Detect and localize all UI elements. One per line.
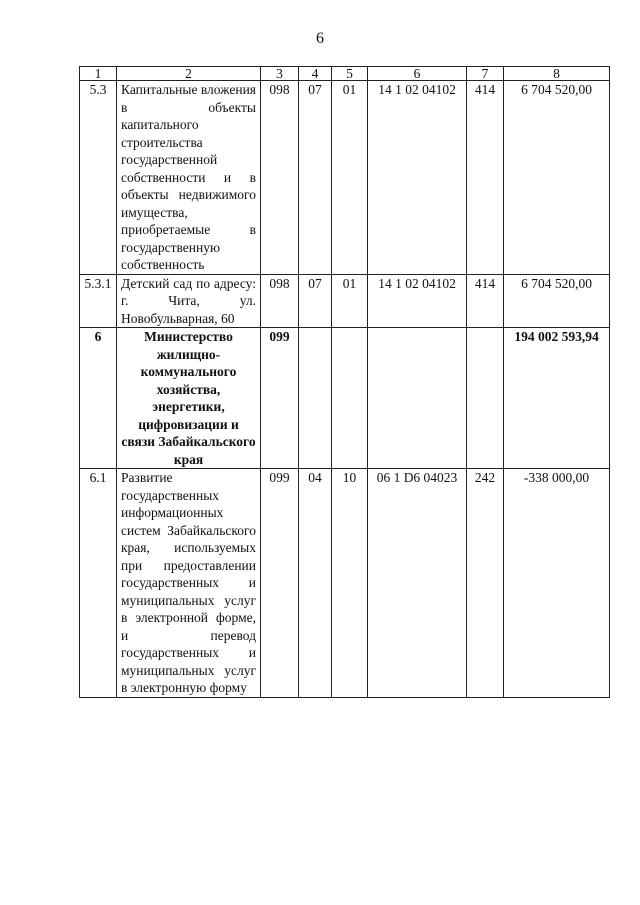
column-number: 6 bbox=[368, 67, 467, 81]
row-name: Детский сад по адресу: г. Чита, ул. Новобульварная, 60 bbox=[117, 274, 261, 328]
row-number: 6 bbox=[80, 328, 117, 469]
section-code: 07 bbox=[299, 274, 332, 328]
ministry-code: 099 bbox=[261, 469, 299, 698]
row-name: Капитальные вложения в объекты капитального строительства государственной собственности и в объекты недвижимого имущества, приобретаемые в государственную собственность bbox=[117, 81, 261, 275]
expense-type-code: 414 bbox=[467, 274, 504, 328]
table-row bbox=[80, 274, 610, 328]
budget-table bbox=[79, 66, 610, 698]
amount: -338 000,00 bbox=[504, 469, 610, 698]
page-number: 6 bbox=[316, 30, 324, 47]
row-number: 6.1 bbox=[80, 469, 117, 698]
column-number: 7 bbox=[467, 67, 504, 81]
target-article-code bbox=[368, 328, 467, 469]
row-number: 5.3 bbox=[80, 81, 117, 275]
amount: 194 002 593,94 bbox=[504, 328, 610, 469]
target-article-code: 06 1 D6 04023 bbox=[368, 469, 467, 698]
expense-type-code: 414 bbox=[467, 81, 504, 275]
section-code: 04 bbox=[299, 469, 332, 698]
column-number: 2 bbox=[117, 67, 261, 81]
subsection-code: 01 bbox=[332, 274, 368, 328]
column-number: 1 bbox=[80, 67, 117, 81]
column-number: 4 bbox=[299, 67, 332, 81]
subsection-code: 01 bbox=[332, 81, 368, 275]
expense-type-code bbox=[467, 328, 504, 469]
column-number: 3 bbox=[261, 67, 299, 81]
table-row bbox=[80, 469, 610, 698]
section-code: 07 bbox=[299, 81, 332, 275]
section-code bbox=[299, 328, 332, 469]
target-article-code: 14 1 02 04102 bbox=[368, 81, 467, 275]
ministry-code: 098 bbox=[261, 274, 299, 328]
ministry-code: 099 bbox=[261, 328, 299, 469]
row-name: Министерство жилищно-коммунального хозяйства, энергетики, цифровизации и связи Забайкальского края bbox=[117, 328, 261, 469]
ministry-code: 098 bbox=[261, 81, 299, 275]
column-number: 8 bbox=[504, 67, 610, 81]
expense-type-code: 242 bbox=[467, 469, 504, 698]
row-name: Развитие государственных информационных систем Забайкальского края, используемых при предоставлении государственных и муниципальных услуг в электронной форме, и перевод государственных и муниципальных услуг в электронную форму bbox=[117, 469, 261, 698]
column-number-row bbox=[80, 67, 610, 81]
target-article-code: 14 1 02 04102 bbox=[368, 274, 467, 328]
table-row bbox=[80, 328, 610, 469]
row-number: 5.3.1 bbox=[80, 274, 117, 328]
amount: 6 704 520,00 bbox=[504, 81, 610, 275]
column-number: 5 bbox=[332, 67, 368, 81]
subsection-code bbox=[332, 328, 368, 469]
subsection-code: 10 bbox=[332, 469, 368, 698]
table-row bbox=[80, 81, 610, 275]
amount: 6 704 520,00 bbox=[504, 274, 610, 328]
